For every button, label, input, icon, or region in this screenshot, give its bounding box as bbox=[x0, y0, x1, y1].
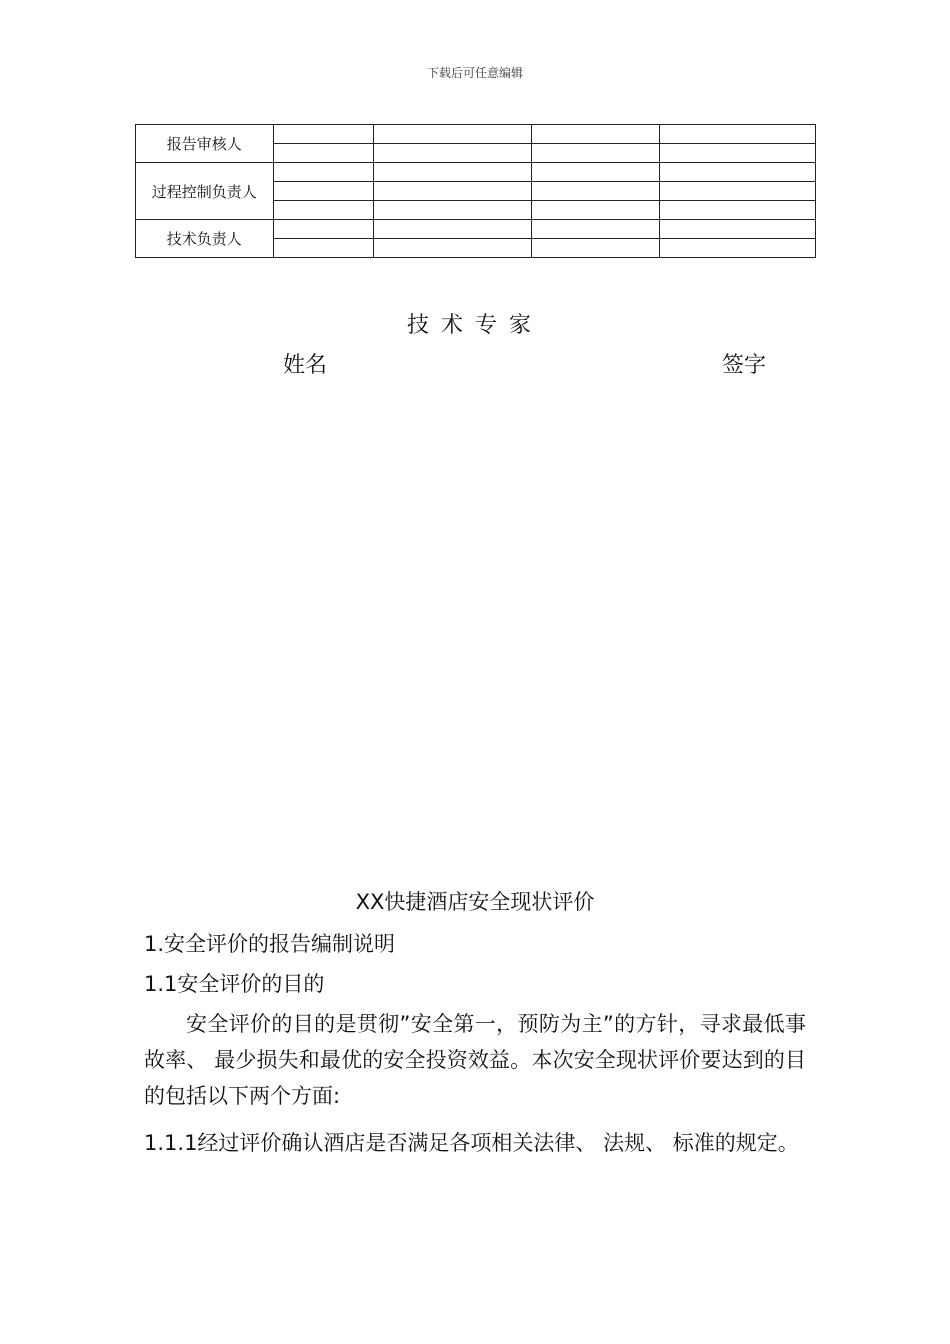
name-column-header: 姓名 bbox=[283, 353, 328, 378]
row-label-report-reviewer: 报告审核人 bbox=[136, 125, 274, 163]
table-cell bbox=[374, 239, 532, 258]
table-cell bbox=[531, 239, 660, 258]
table-cell bbox=[273, 182, 373, 201]
table-cell bbox=[273, 125, 373, 144]
document-title: XX快捷酒店安全现状评价 bbox=[355, 890, 595, 914]
table-cell bbox=[531, 125, 660, 144]
table-cell bbox=[660, 144, 816, 163]
table-row bbox=[136, 125, 816, 144]
table-cell bbox=[374, 125, 532, 144]
table-cell bbox=[273, 239, 373, 258]
table-cell bbox=[273, 220, 373, 239]
section-heading-1: 1.安全评价的报告编制说明 bbox=[144, 932, 396, 956]
section-heading-1-1: 1.1安全评价的目的 bbox=[144, 972, 325, 996]
table-cell bbox=[660, 182, 816, 201]
row-label-process-control: 过程控制负责人 bbox=[136, 163, 274, 220]
table-cell bbox=[273, 144, 373, 163]
row-label-technical-lead: 技术负责人 bbox=[136, 220, 274, 258]
table-cell bbox=[374, 182, 532, 201]
table-cell bbox=[374, 144, 532, 163]
table-row bbox=[136, 220, 816, 239]
table-cell bbox=[374, 163, 532, 182]
table-cell bbox=[273, 163, 373, 182]
signature-column-header: 签字 bbox=[722, 353, 767, 378]
table-cell bbox=[531, 182, 660, 201]
table-cell bbox=[660, 163, 816, 182]
header-note: 下载后可任意编辑 bbox=[426, 66, 523, 80]
body-paragraph: 安全评价的目的是贯彻”安全第一，预防为主”的方针，寻求最低事故率、 最少损失和最优的安全投资效益。本次安全现状评价要达到的目的包括以下两个方面: bbox=[144, 1012, 806, 1108]
table-cell bbox=[660, 220, 816, 239]
table-row bbox=[136, 163, 816, 182]
signature-table bbox=[135, 124, 816, 258]
item-1-1-1: 1.1.1经过评价确认酒店是否满足各项相关法律、 法规、 标准的规定。 bbox=[144, 1131, 799, 1155]
table-cell bbox=[660, 125, 816, 144]
table-cell bbox=[660, 239, 816, 258]
table-cell bbox=[374, 201, 532, 220]
table-cell bbox=[531, 163, 660, 182]
table-cell bbox=[531, 144, 660, 163]
table-cell bbox=[531, 220, 660, 239]
table-cell bbox=[273, 201, 373, 220]
experts-title: 技术专家 bbox=[406, 313, 543, 338]
table-cell bbox=[374, 220, 532, 239]
table-cell bbox=[660, 201, 816, 220]
table-cell bbox=[531, 201, 660, 220]
